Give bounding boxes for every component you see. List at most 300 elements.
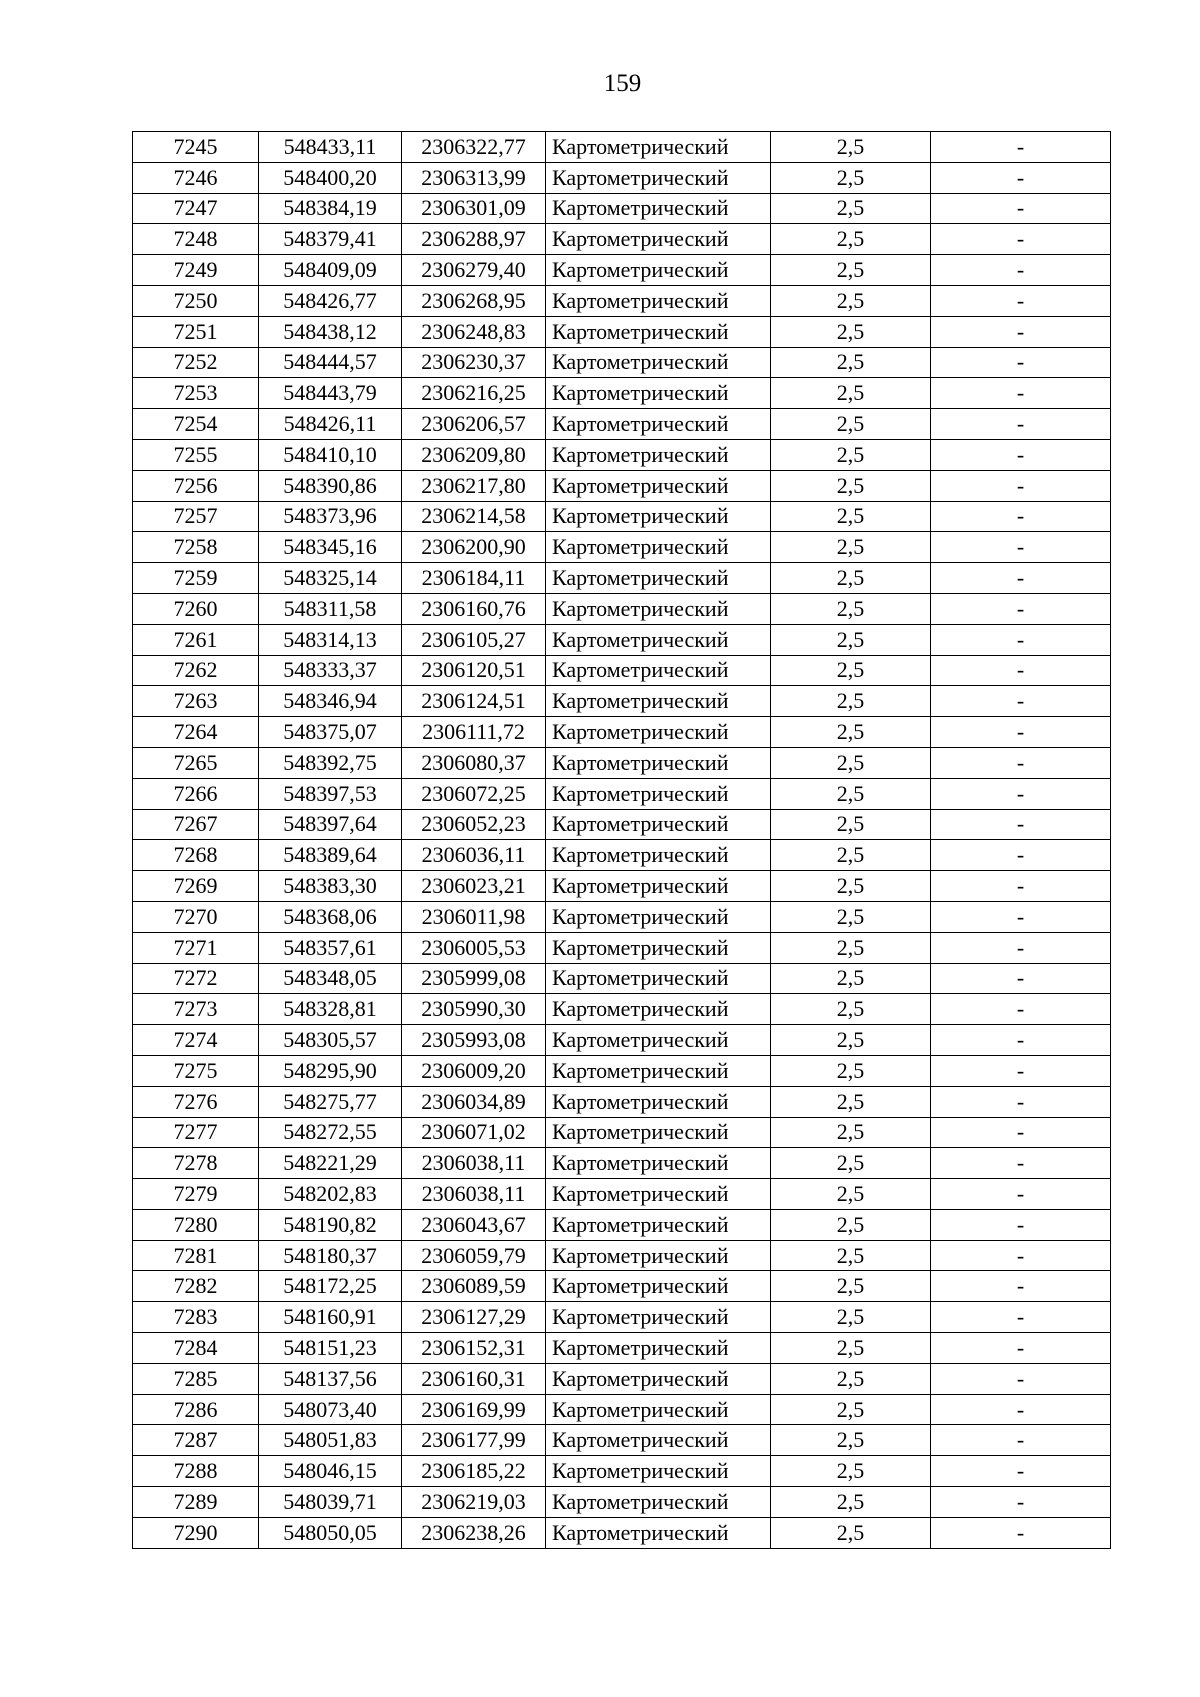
note-cell: -	[931, 316, 1111, 347]
table-body	[133, 132, 1111, 1549]
y-coordinate-cell: 2305990,30	[402, 994, 546, 1025]
method-cell: Картометрический	[546, 994, 771, 1025]
method-cell: Картометрический	[546, 1148, 771, 1179]
note-cell: -	[931, 132, 1111, 163]
point-number-cell: 7251	[133, 316, 259, 347]
note-cell: -	[931, 1179, 1111, 1210]
accuracy-cell: 2,5	[771, 1117, 931, 1148]
note-cell: -	[931, 378, 1111, 409]
x-coordinate-cell: 548410,10	[259, 439, 402, 470]
method-cell: Картометрический	[546, 1209, 771, 1240]
note-cell: -	[931, 1333, 1111, 1364]
note-cell: -	[931, 285, 1111, 316]
method-cell: Картометрический	[546, 162, 771, 193]
note-cell: -	[931, 1240, 1111, 1271]
method-cell: Картометрический	[546, 470, 771, 501]
x-coordinate-cell: 548151,23	[259, 1333, 402, 1364]
point-number-cell: 7281	[133, 1240, 259, 1271]
x-coordinate-cell: 548137,56	[259, 1363, 402, 1394]
x-coordinate-cell: 548397,53	[259, 778, 402, 809]
method-cell: Картометрический	[546, 1179, 771, 1210]
x-coordinate-cell: 548438,12	[259, 316, 402, 347]
accuracy-cell: 2,5	[771, 316, 931, 347]
point-number-cell: 7277	[133, 1117, 259, 1148]
accuracy-cell: 2,5	[771, 871, 931, 902]
y-coordinate-cell: 2306023,21	[402, 871, 546, 902]
method-cell: Картометрический	[546, 1363, 771, 1394]
x-coordinate-cell: 548314,13	[259, 624, 402, 655]
y-coordinate-cell: 2306034,89	[402, 1086, 546, 1117]
x-coordinate-cell: 548202,83	[259, 1179, 402, 1210]
accuracy-cell: 2,5	[771, 655, 931, 686]
method-cell: Картометрический	[546, 532, 771, 563]
y-coordinate-cell: 2306214,58	[402, 501, 546, 532]
note-cell: -	[931, 563, 1111, 594]
accuracy-cell: 2,5	[771, 686, 931, 717]
table-row	[133, 1517, 1111, 1548]
y-coordinate-cell: 2306152,31	[402, 1333, 546, 1364]
accuracy-cell: 2,5	[771, 532, 931, 563]
x-coordinate-cell: 548409,09	[259, 255, 402, 286]
point-number-cell: 7264	[133, 717, 259, 748]
x-coordinate-cell: 548389,64	[259, 840, 402, 871]
note-cell: -	[931, 655, 1111, 686]
table-row	[133, 1086, 1111, 1117]
table-row	[133, 1117, 1111, 1148]
method-cell: Картометрический	[546, 593, 771, 624]
note-cell: -	[931, 1487, 1111, 1518]
x-coordinate-cell: 548384,19	[259, 193, 402, 224]
x-coordinate-cell: 548073,40	[259, 1394, 402, 1425]
note-cell: -	[931, 686, 1111, 717]
method-cell: Картометрический	[546, 932, 771, 963]
y-coordinate-cell: 2306288,97	[402, 224, 546, 255]
x-coordinate-cell: 548346,94	[259, 686, 402, 717]
x-coordinate-cell: 548368,06	[259, 901, 402, 932]
table-row	[133, 1240, 1111, 1271]
x-coordinate-cell: 548275,77	[259, 1086, 402, 1117]
accuracy-cell: 2,5	[771, 1487, 931, 1518]
note-cell: -	[931, 840, 1111, 871]
method-cell: Картометрический	[546, 1425, 771, 1456]
accuracy-cell: 2,5	[771, 593, 931, 624]
note-cell: -	[931, 1425, 1111, 1456]
method-cell: Картометрический	[546, 901, 771, 932]
point-number-cell: 7278	[133, 1148, 259, 1179]
note-cell: -	[931, 347, 1111, 378]
y-coordinate-cell: 2306279,40	[402, 255, 546, 286]
x-coordinate-cell: 548295,90	[259, 1055, 402, 1086]
table-row	[133, 439, 1111, 470]
table-row	[133, 162, 1111, 193]
note-cell: -	[931, 1117, 1111, 1148]
y-coordinate-cell: 2306080,37	[402, 747, 546, 778]
note-cell: -	[931, 162, 1111, 193]
point-number-cell: 7274	[133, 1025, 259, 1056]
accuracy-cell: 2,5	[771, 563, 931, 594]
x-coordinate-cell: 548333,37	[259, 655, 402, 686]
x-coordinate-cell: 548426,77	[259, 285, 402, 316]
method-cell: Картометрический	[546, 1487, 771, 1518]
table-row	[133, 532, 1111, 563]
point-number-cell: 7266	[133, 778, 259, 809]
table-row	[133, 809, 1111, 840]
note-cell: -	[931, 1086, 1111, 1117]
method-cell: Картометрический	[546, 1086, 771, 1117]
y-coordinate-cell: 2306009,20	[402, 1055, 546, 1086]
method-cell: Картометрический	[546, 717, 771, 748]
x-coordinate-cell: 548325,14	[259, 563, 402, 594]
point-number-cell: 7263	[133, 686, 259, 717]
table-row	[133, 470, 1111, 501]
y-coordinate-cell: 2306011,98	[402, 901, 546, 932]
table-row	[133, 316, 1111, 347]
accuracy-cell: 2,5	[771, 1148, 931, 1179]
method-cell: Картометрический	[546, 255, 771, 286]
table-row	[133, 747, 1111, 778]
table-row	[133, 1148, 1111, 1179]
y-coordinate-cell: 2306301,09	[402, 193, 546, 224]
accuracy-cell: 2,5	[771, 840, 931, 871]
accuracy-cell: 2,5	[771, 1333, 931, 1364]
note-cell: -	[931, 1302, 1111, 1333]
point-number-cell: 7289	[133, 1487, 259, 1518]
method-cell: Картометрический	[546, 1055, 771, 1086]
table-row	[133, 1487, 1111, 1518]
table-row	[133, 655, 1111, 686]
method-cell: Картометрический	[546, 1025, 771, 1056]
method-cell: Картометрический	[546, 1517, 771, 1548]
table-row	[133, 378, 1111, 409]
method-cell: Картометрический	[546, 655, 771, 686]
point-number-cell: 7280	[133, 1209, 259, 1240]
method-cell: Картометрический	[546, 409, 771, 440]
accuracy-cell: 2,5	[771, 932, 931, 963]
note-cell: -	[931, 593, 1111, 624]
table-row	[133, 409, 1111, 440]
x-coordinate-cell: 548373,96	[259, 501, 402, 532]
accuracy-cell: 2,5	[771, 1179, 931, 1210]
accuracy-cell: 2,5	[771, 963, 931, 994]
point-number-cell: 7257	[133, 501, 259, 532]
note-cell: -	[931, 224, 1111, 255]
x-coordinate-cell: 548050,05	[259, 1517, 402, 1548]
table-row	[133, 224, 1111, 255]
x-coordinate-cell: 548345,16	[259, 532, 402, 563]
accuracy-cell: 2,5	[771, 809, 931, 840]
accuracy-cell: 2,5	[771, 747, 931, 778]
point-number-cell: 7247	[133, 193, 259, 224]
table-row	[133, 901, 1111, 932]
x-coordinate-cell: 548190,82	[259, 1209, 402, 1240]
note-cell: -	[931, 1148, 1111, 1179]
point-number-cell: 7260	[133, 593, 259, 624]
point-number-cell: 7252	[133, 347, 259, 378]
accuracy-cell: 2,5	[771, 285, 931, 316]
table-row	[133, 1055, 1111, 1086]
method-cell: Картометрический	[546, 501, 771, 532]
method-cell: Картометрический	[546, 439, 771, 470]
y-coordinate-cell: 2305993,08	[402, 1025, 546, 1056]
y-coordinate-cell: 2306120,51	[402, 655, 546, 686]
accuracy-cell: 2,5	[771, 1517, 931, 1548]
accuracy-cell: 2,5	[771, 255, 931, 286]
accuracy-cell: 2,5	[771, 778, 931, 809]
table-row	[133, 932, 1111, 963]
note-cell: -	[931, 809, 1111, 840]
y-coordinate-cell: 2306111,72	[402, 717, 546, 748]
point-number-cell: 7273	[133, 994, 259, 1025]
note-cell: -	[931, 1517, 1111, 1548]
y-coordinate-cell: 2306036,11	[402, 840, 546, 871]
point-number-cell: 7282	[133, 1271, 259, 1302]
accuracy-cell: 2,5	[771, 624, 931, 655]
note-cell: -	[931, 901, 1111, 932]
method-cell: Картометрический	[546, 132, 771, 163]
y-coordinate-cell: 2306071,02	[402, 1117, 546, 1148]
table-row	[133, 501, 1111, 532]
method-cell: Картометрический	[546, 778, 771, 809]
accuracy-cell: 2,5	[771, 1425, 931, 1456]
y-coordinate-cell: 2306105,27	[402, 624, 546, 655]
point-number-cell: 7275	[133, 1055, 259, 1086]
x-coordinate-cell: 548039,71	[259, 1487, 402, 1518]
x-coordinate-cell: 548172,25	[259, 1271, 402, 1302]
point-number-cell: 7285	[133, 1363, 259, 1394]
point-number-cell: 7254	[133, 409, 259, 440]
point-number-cell: 7290	[133, 1517, 259, 1548]
x-coordinate-cell: 548305,57	[259, 1025, 402, 1056]
point-number-cell: 7268	[133, 840, 259, 871]
point-number-cell: 7276	[133, 1086, 259, 1117]
point-number-cell: 7255	[133, 439, 259, 470]
accuracy-cell: 2,5	[771, 1240, 931, 1271]
y-coordinate-cell: 2306127,29	[402, 1302, 546, 1333]
table-row	[133, 1179, 1111, 1210]
accuracy-cell: 2,5	[771, 1394, 931, 1425]
note-cell: -	[931, 932, 1111, 963]
coordinates-table	[132, 131, 1111, 1549]
point-number-cell: 7253	[133, 378, 259, 409]
note-cell: -	[931, 624, 1111, 655]
accuracy-cell: 2,5	[771, 378, 931, 409]
method-cell: Картометрический	[546, 1117, 771, 1148]
table-row	[133, 1333, 1111, 1364]
method-cell: Картометрический	[546, 316, 771, 347]
point-number-cell: 7256	[133, 470, 259, 501]
y-coordinate-cell: 2306217,80	[402, 470, 546, 501]
table-row	[133, 963, 1111, 994]
page-number: 159	[603, 70, 642, 97]
note-cell: -	[931, 747, 1111, 778]
accuracy-cell: 2,5	[771, 162, 931, 193]
accuracy-cell: 2,5	[771, 470, 931, 501]
table-row	[133, 193, 1111, 224]
y-coordinate-cell: 2306238,26	[402, 1517, 546, 1548]
method-cell: Картометрический	[546, 840, 771, 871]
accuracy-cell: 2,5	[771, 439, 931, 470]
y-coordinate-cell: 2306005,53	[402, 932, 546, 963]
method-cell: Картометрический	[546, 224, 771, 255]
y-coordinate-cell: 2306124,51	[402, 686, 546, 717]
note-cell: -	[931, 409, 1111, 440]
note-cell: -	[931, 501, 1111, 532]
table-row	[133, 132, 1111, 163]
y-coordinate-cell: 2306184,11	[402, 563, 546, 594]
x-coordinate-cell: 548392,75	[259, 747, 402, 778]
x-coordinate-cell: 548444,57	[259, 347, 402, 378]
note-cell: -	[931, 470, 1111, 501]
y-coordinate-cell: 2306177,99	[402, 1425, 546, 1456]
note-cell: -	[931, 193, 1111, 224]
point-number-cell: 7267	[133, 809, 259, 840]
point-number-cell: 7248	[133, 224, 259, 255]
note-cell: -	[931, 871, 1111, 902]
accuracy-cell: 2,5	[771, 1302, 931, 1333]
accuracy-cell: 2,5	[771, 1086, 931, 1117]
y-coordinate-cell: 2306052,23	[402, 809, 546, 840]
note-cell: -	[931, 1025, 1111, 1056]
accuracy-cell: 2,5	[771, 1055, 931, 1086]
point-number-cell: 7245	[133, 132, 259, 163]
accuracy-cell: 2,5	[771, 1209, 931, 1240]
note-cell: -	[931, 717, 1111, 748]
table-row	[133, 778, 1111, 809]
x-coordinate-cell: 548272,55	[259, 1117, 402, 1148]
x-coordinate-cell: 548426,11	[259, 409, 402, 440]
point-number-cell: 7269	[133, 871, 259, 902]
y-coordinate-cell: 2306089,59	[402, 1271, 546, 1302]
note-cell: -	[931, 1055, 1111, 1086]
x-coordinate-cell: 548051,83	[259, 1425, 402, 1456]
table-row	[133, 1209, 1111, 1240]
accuracy-cell: 2,5	[771, 994, 931, 1025]
method-cell: Картометрический	[546, 871, 771, 902]
note-cell: -	[931, 439, 1111, 470]
y-coordinate-cell: 2306248,83	[402, 316, 546, 347]
point-number-cell: 7246	[133, 162, 259, 193]
table-row	[133, 686, 1111, 717]
table-row	[133, 624, 1111, 655]
note-cell: -	[931, 1394, 1111, 1425]
accuracy-cell: 2,5	[771, 1456, 931, 1487]
table-row	[133, 1456, 1111, 1487]
table-row	[133, 593, 1111, 624]
accuracy-cell: 2,5	[771, 409, 931, 440]
accuracy-cell: 2,5	[771, 347, 931, 378]
point-number-cell: 7259	[133, 563, 259, 594]
point-number-cell: 7258	[133, 532, 259, 563]
y-coordinate-cell: 2306185,22	[402, 1456, 546, 1487]
y-coordinate-cell: 2306268,95	[402, 285, 546, 316]
note-cell: -	[931, 778, 1111, 809]
point-number-cell: 7262	[133, 655, 259, 686]
x-coordinate-cell: 548046,15	[259, 1456, 402, 1487]
y-coordinate-cell: 2306043,67	[402, 1209, 546, 1240]
y-coordinate-cell: 2306313,99	[402, 162, 546, 193]
point-number-cell: 7272	[133, 963, 259, 994]
y-coordinate-cell: 2306038,11	[402, 1148, 546, 1179]
y-coordinate-cell: 2305999,08	[402, 963, 546, 994]
y-coordinate-cell: 2306200,90	[402, 532, 546, 563]
table-row	[133, 255, 1111, 286]
method-cell: Картометрический	[546, 1302, 771, 1333]
x-coordinate-cell: 548383,30	[259, 871, 402, 902]
method-cell: Картометрический	[546, 686, 771, 717]
table-row	[133, 347, 1111, 378]
table-row	[133, 1425, 1111, 1456]
table-row	[133, 1394, 1111, 1425]
note-cell: -	[931, 1271, 1111, 1302]
method-cell: Картометрический	[546, 378, 771, 409]
x-coordinate-cell: 548400,20	[259, 162, 402, 193]
y-coordinate-cell: 2306059,79	[402, 1240, 546, 1271]
x-coordinate-cell: 548433,11	[259, 132, 402, 163]
y-coordinate-cell: 2306072,25	[402, 778, 546, 809]
y-coordinate-cell: 2306160,31	[402, 1363, 546, 1394]
y-coordinate-cell: 2306209,80	[402, 439, 546, 470]
y-coordinate-cell: 2306169,99	[402, 1394, 546, 1425]
y-coordinate-cell: 2306219,03	[402, 1487, 546, 1518]
table-row	[133, 871, 1111, 902]
note-cell: -	[931, 255, 1111, 286]
accuracy-cell: 2,5	[771, 717, 931, 748]
accuracy-cell: 2,5	[771, 224, 931, 255]
note-cell: -	[931, 994, 1111, 1025]
note-cell: -	[931, 1363, 1111, 1394]
method-cell: Картометрический	[546, 347, 771, 378]
table-row	[133, 1302, 1111, 1333]
accuracy-cell: 2,5	[771, 1025, 931, 1056]
accuracy-cell: 2,5	[771, 501, 931, 532]
x-coordinate-cell: 548348,05	[259, 963, 402, 994]
table-row	[133, 1025, 1111, 1056]
method-cell: Картометрический	[546, 1271, 771, 1302]
method-cell: Картометрический	[546, 193, 771, 224]
table-row	[133, 994, 1111, 1025]
accuracy-cell: 2,5	[771, 1271, 931, 1302]
point-number-cell: 7288	[133, 1456, 259, 1487]
table-row	[133, 1363, 1111, 1394]
method-cell: Картометрический	[546, 1394, 771, 1425]
method-cell: Картометрический	[546, 1240, 771, 1271]
accuracy-cell: 2,5	[771, 193, 931, 224]
x-coordinate-cell: 548375,07	[259, 717, 402, 748]
point-number-cell: 7284	[133, 1333, 259, 1364]
note-cell: -	[931, 1456, 1111, 1487]
table-row	[133, 717, 1111, 748]
point-number-cell: 7287	[133, 1425, 259, 1456]
x-coordinate-cell: 548328,81	[259, 994, 402, 1025]
x-coordinate-cell: 548180,37	[259, 1240, 402, 1271]
y-coordinate-cell: 2306206,57	[402, 409, 546, 440]
accuracy-cell: 2,5	[771, 1363, 931, 1394]
method-cell: Картометрический	[546, 809, 771, 840]
method-cell: Картометрический	[546, 963, 771, 994]
y-coordinate-cell: 2306160,76	[402, 593, 546, 624]
point-number-cell: 7249	[133, 255, 259, 286]
note-cell: -	[931, 963, 1111, 994]
table-row	[133, 563, 1111, 594]
point-number-cell: 7261	[133, 624, 259, 655]
table-row	[133, 1271, 1111, 1302]
method-cell: Картометрический	[546, 1333, 771, 1364]
point-number-cell: 7270	[133, 901, 259, 932]
y-coordinate-cell: 2306038,11	[402, 1179, 546, 1210]
method-cell: Картометрический	[546, 747, 771, 778]
x-coordinate-cell: 548357,61	[259, 932, 402, 963]
accuracy-cell: 2,5	[771, 901, 931, 932]
